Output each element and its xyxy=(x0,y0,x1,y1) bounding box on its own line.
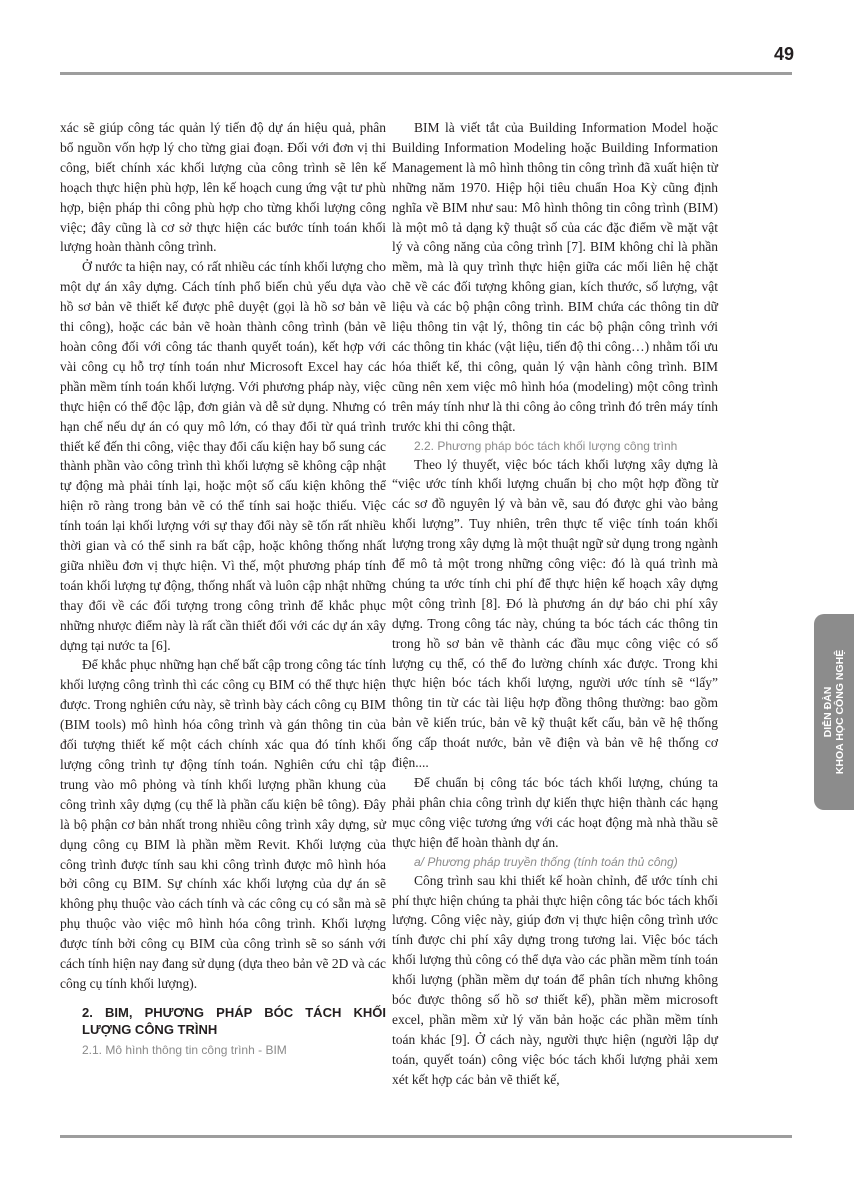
section-side-tab xyxy=(814,614,854,810)
subsection-heading: a/ Phương pháp truyền thống (tính toán thủ công) xyxy=(414,854,678,869)
paragraph: Để chuẩn bị công tác bóc tách khối lượng, chúng ta phải phân chia công trình dự kiến thực hiện thành các hạng mục công việc tương ứng với các hoạt động mà nhà thầu sẽ thực hiện để hoàn thành dự án. xyxy=(392,775,718,850)
side-tab-label xyxy=(822,650,846,774)
subsection-heading: 2.2. Phương pháp bóc tách khối lượng công trình xyxy=(414,438,678,453)
paragraph: Để khắc phục những hạn chế bất cập trong công tác tính khối lượng công trình thì các công cụ BIM có thể thực hiện được. Trong nghiên cứu này, sẽ trình bày cách công cụ BIM (BIM tools) mô hình hóa công trình và gán thông tin của đối tượng thiết kế một cách chính xác qua đó tính khối lượng công trình tự động tính toán. Nghiên cứu chỉ tập trung vào mô phỏng và tính khối lượng phần khung của công trình xây dựng (cụ thể là phần cấu kiện bê tông). Đây là bộ phận cơ bản nhất trong nhiều công trình xây dựng, sử dụng công cụ BIM là phần mềm Revit. Khối lượng của công trình được tính sau khi công trình được mô hình hóa bởi công cụ BIM. Sự chính xác khối lượng của dự án sẽ không phụ thuộc vào cách tính và các công cụ có sẵn mà sẽ phụ thuộc vào việc mô hình hóa công trình. Khối lượng được tính bởi công cụ BIM của công trình sẽ so sánh với cách tính hiện nay đang sử dụng (dựa theo bản vẽ 2D và các công cụ tính khối lượng). xyxy=(60,657,386,991)
footer-rule xyxy=(60,1135,792,1138)
paragraph: BIM là viết tắt của Building Information Model hoặc Building Information Modeling hoặc Building Information Management là mô hình thông tin công trình đã xuất hiện từ những năm 1970. Hiệp hội tiêu chuẩn Hoa Kỳ cũng định nghĩa về BIM như sau: Mô hình thông tin công trình (BIM) là một mô tả dạng kỹ thuật số của các đặc điểm về mặt vật lý và công năng của công trình [7]. BIM không chỉ là phần mềm, mà là quy trình thực hiện giữa các mối liên hệ chặt chẽ về các đối tượng không gian, kích thước, số lượng, vật liệu và các bộ phận công trình. BIM chứa các thông tin dữ liệu thông tin vật lý, thông tin các bộ phận công trình với các thông tin khác (vật liệu, tiến độ thi công…) nhằm tối ưu hóa thiết kế, thi công, quản lý vận hành công trình. BIM cũng nên xem việc mô hình hóa (modeling) một công trình trên máy tính như là thi công ảo công trình đó trên máy tính trước khi thi công thật. xyxy=(392,120,718,434)
header-rule xyxy=(60,72,792,75)
side-tab-line: DIỄN ĐÀN xyxy=(822,686,835,738)
right-column xyxy=(392,118,718,1090)
paragraph: Công trình sau khi thiết kế hoàn chỉnh, để ước tính chi phí thực hiện chúng ta phải thực hiện công tác bóc tách khối lượng. Công việc này, giúp đơn vị thực hiện công trình ước tính được chi phí xây dựng trong tương lai. Việc bóc tách khối lượng thủ công có thể dựa vào các phần mềm tính toán khối lượng (phần mềm dự toán để phân tích nhưng không bóc được thông số hồ sơ thiết kế), phần mềm microsoft excel, phần mềm xử lý văn bản hoặc các phần mềm tính toán khác [9]. Ở cách này, người thực hiện (người lập dự toán, quyết toán) công việc bóc tách khối lượng phải xem xét kết hợp các bản vẽ thiết kế, xyxy=(392,872,718,1087)
left-column xyxy=(60,118,386,1059)
paragraph: xác sẽ giúp công tác quản lý tiến độ dự án hiệu quả, phân bổ nguồn vốn hợp lý cho từng giai đoạn. Đối với đơn vị thi công, biết chính xác khối lượng của công trình sẽ lên kế hoạch thực hiện phù hợp, lên kế hoạch cung ứng vật tư phù hợp, biện pháp thi công phù hợp cho từng khối lượng công việc; đây cũng là cơ sở thực hiện các bước tính toán khối lượng hoàn thành công trình. xyxy=(60,120,386,255)
side-tab-line: KHOA HỌC CÔNG NGHỆ xyxy=(834,649,847,775)
subsection-heading: 2.1. Mô hình thông tin công trình - BIM xyxy=(82,1042,287,1057)
paragraph: Theo lý thuyết, việc bóc tách khối lượng xây dựng là “việc ước tính khối lượng chuẩn bị cho một hợp đồng từ các sơ đồ nguyên lý và bản vẽ, sau đó được ghi vào bảng khối lượng”. Tuy nhiên, trên thực tế việc tính toán khối lượng trong xây dựng là một thuật ngữ sử dụng trong ngành để mô tả một trong những công việc: đó là quá trình mà chúng ta ước tính chi phí để thực hiện kế hoạch xây dựng một công trình [8]. Đó là phương án dự báo chi phí xây dựng. Trong công tác này, chúng ta bóc tách các thông tin trong hồ sơ bản vẽ thành các đầu mục công việc có số lượng cụ thể, có thể đo lường chính xác được. Trong khi thực hiện bóc tách khối lượng, người ước tính sẽ “lấy” thông tin từ các tài liệu hợp đồng thông thường: bao gồm bản vẽ kiến trúc, bản vẽ kỹ thuật kết cấu, bản vẽ hệ thống ống cấp thoát nước, bản vẽ điện và bản vẽ hệ thống cơ điện.... xyxy=(392,456,718,771)
paragraph: Ở nước ta hiện nay, có rất nhiều các tính khối lượng cho một dự án xây dựng. Cách tính phổ biến chủ yếu dựa vào hồ sơ bản vẽ thiết kế được phê duyệt (gọi là hồ sơ bản vẽ thi công), hoặc các bản vẽ hoàn thành công trình (bản vẽ hoàn công đối với công tác thanh quyết toán), kết hợp với vài công cụ hỗ trợ tính toán như Microsoft Excel hay các phần mềm tính toán khối lượng. Với phương pháp này, việc thực hiện có thể độc lập, đơn giản và dễ sử dụng. Nhưng có hạn chế nếu dự án có quy mô lớn, có thay đổi từ quá trình thiết kế đến thi công, việc thay đổi cấu kiện hay bổ sung các thành phần vào công trình thì khối lượng sẽ không cập nhật tự động mà phải tính lại, hoặc một số cấu kiện không thể hiện rõ ràng trong bản vẽ có thể tính sai hoặc thiếu. Việc tính toán lại khối lượng với sự thay đổi này sẽ tốn rất nhiều thời gian và có thể sinh ra bất cập, hoặc không thống nhất giữa nhiều đơn vị thực hiện. Vì thế, một phương pháp tính toán khối lượng tự động, thống nhất và luôn cập nhật những thay đổi về các đối tượng trong công trình để khắc phục những nhược điểm này là rất cần thiết đối với các dự án xây dựng tại nước ta [6]. xyxy=(60,259,386,653)
page-number: 49 xyxy=(773,44,794,64)
section-heading: 2. BIM, PHƯƠNG PHÁP BÓC TÁCH KHỐI LƯỢNG CÔNG TRÌNH xyxy=(82,1004,386,1037)
